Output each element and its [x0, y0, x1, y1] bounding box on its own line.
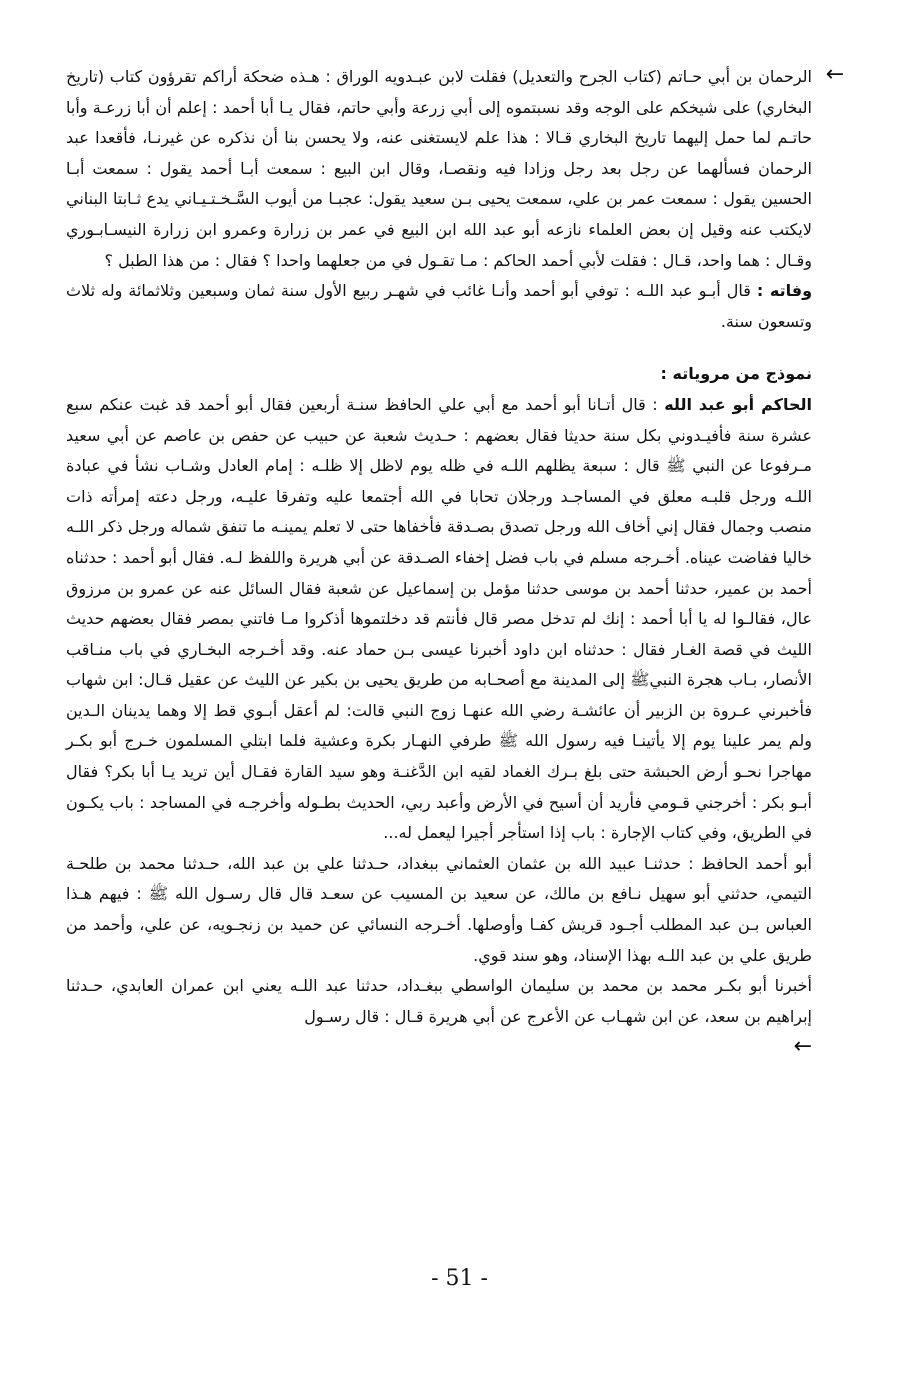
body-text	[66, 62, 812, 1060]
paragraph-death	[66, 276, 812, 337]
section-gap	[66, 337, 812, 359]
paragraph-continuation: الرحمان بن أبي حـاتم (كتاب الجرح والتعديل) فقلت لابن عبـدويه الوراق : هـذه ضحكة أراكم تقرؤون كتاب (تاريخ البخاري) على شيخكم على الوجه وقد نسبتموه إلى أبي زرعة وأبي حاتم، فقال يـا أبا أحمد : إعلم أن أبا زرعـة وأبا حاتـم لما حمل إليهما تاريخ البخاري قـالا : هذا علم لايستغنى عنه، ولا يحسن بنا أن نذكره عن غيرنـا، فأقعدا عبد الرحمان فسألهما عن رجل بعد رجل وزادا فيه ونقصـا، وقال ابن البيع : سمعت أبـا أحمد يقول : سمعت أبـا الحسين يقول : سمعت عمر بن علي، سمعت يحيى بـن سعيد يقول: عجبـا من أيوب السَّـخـتـيـاني يدع ثـابتا البناني لايكتب عنه وقيل إن بعض العلماء نازعه أبو عبد الله ابن البيع في عمر بن زرارة وعمرو ابن زرارة النيسـابـوري وقـال : هما واحد، قـال : فقلت لأبي أحمد الحاكم : مـا تقـول في من جعلهما واحدا ؟ فقال : من هذا الطبل ؟	[66, 67, 812, 270]
section-heading-text: نموذج من مروياته :	[660, 364, 812, 384]
paragraph-narration-abu-bakr: أخبرنا أبو بكـر محمد بن محمد بن سليمان الواسطي ببغـداد، حدثنا عبد اللـه يعني ابن عمران العابدي، حـدثنا إبراهيم بن سعد، عن ابن شهـاب عن الأعرج عن أبي هريرة قـال : قال رسـول	[66, 976, 812, 1026]
narrator-label: الحاكم أبو عبد الله	[664, 394, 813, 414]
death-label: وفاته :	[756, 281, 813, 301]
section-heading	[66, 359, 812, 390]
paragraph-narration-hakim	[66, 390, 812, 849]
continuation-arrow-icon: ←	[793, 1034, 812, 1060]
narration-text: : قال أتـانا أبو أحمد مع أبي علي الحافظ سنـة أربعين فقال أبو أحمد قد غبت عنكم سبع عشرة سنة فأفيـدوني بكل سنة حديثا فقال بعضهم : حـديث شعبة عن حبيب عن حفص بن عاصم عن أبي سعيد مـرفوعا عن النبي ﷺ قال : سبعة يظلهم اللـه في ظله يوم لاظل إلا ظلـه : إمام العادل وشـاب نشأ في عبادة اللـه ورجل قلبـه معلق في المساجـد ورجلان تحابا في الله أجتمعا عليه وتفرقا عليـه، ورجل دعته إمرأته ذات منصب وجمال فقال إني أخاف الله ورجل تصدق بصـدقة فأخفاها حتى لا تعلم يمينـه ما تنفق شماله ورجل ذكر اللـه خاليا ففاضت عيناه. أخـرجه مسلم في باب فضل إخفاء الصـدقة عن أبي هريرة واللفظ لـه. فقال أبو أحمد : حدثناه أحمد بن عمير، حدثنا أحمد بن موسى حدثنا مؤمل بن إسماعيل عن شعبة فقال السائل عنه عن عمرو بن مرزوق عال، فقالـوا له يا أبا أحمد : إنك لم تدخل مصر قال فأنتم قد دخلتموها أذكروا مـا فاتني بمصر فقال بعضهم حديث الليث في قصة الغـار فقال : حدثناه ابن داود أخبرنا عيسى بـن حماد عنه. وقد أخـرجه البخـاري في باب منـاقب الأنصار، بـاب هجرة النبيﷺ إلى المدينة مع أصحـابه من طريق يحيى بن بكير عن الليث عن عقيل قـال: ابن شهاب فأخبرني عـروة بن الزبير أن عائشـة رضي الله عنهـا زوج النبي قالت: لم أعقل أبـوي قط إلا وهما يدينان الـدين ولم يمر علينا يوم إلا يأتينـا فيه رسول الله ﷺ طرفي النهـار بكرة وعشية فلما ابتلي المسلمون خـرج أبو بكـر مهاجرا نحـو أرض الحبشة حتى بلغ بـرك الغماد لقيه ابن الدَّغنـة وهو سيد القارة فقـال أين تريد يـا أبا بكر؟ فقال أبـو بكر : أخرجني قـومي فأريد أن أسيح في الأرض وأعبد ربي، الحديث بطـوله وأخرجـه في المساجد : باب يكـون في الطريق، وفي كتاب الإجارة : باب إذا استأجر أجيرا ليعمل له...	[66, 394, 812, 843]
page-number: - 51 -	[431, 1266, 488, 1291]
death-text: قال أبـو عبد اللـه : توفي أبو أحمد وأنـا غائب في شهـر ربيع الأول سنة ثمان وسبعين وثلاثمائة وله ثلاث وتسعون سنة.	[66, 281, 812, 331]
continuation-arrow-icon: ←	[825, 62, 845, 87]
paragraph-narration-abu-ahmad: أبو أحمد الحافظ : حدثنـا عبيد الله بن عثمان العثماني ببغداد، حـدثنا علي بن عبد الله، حـدثنا محمد بن طلحـة التيمي، حدثني أبو سهيل نـافع بن مالك، عن سعيد بن المسيب عن سعـد قال قال رسـول الله ﷺ : فيهم هـذا العباس بـن عبد المطلب أجـود قريش كفـا وأوصلها. أخـرجه النسائي عن حميد بن زنجـويه، عن علي، وأحمد من طريق علي بن عبد اللـه بهذا الإسناد، وهو سند قوي.	[66, 853, 812, 965]
